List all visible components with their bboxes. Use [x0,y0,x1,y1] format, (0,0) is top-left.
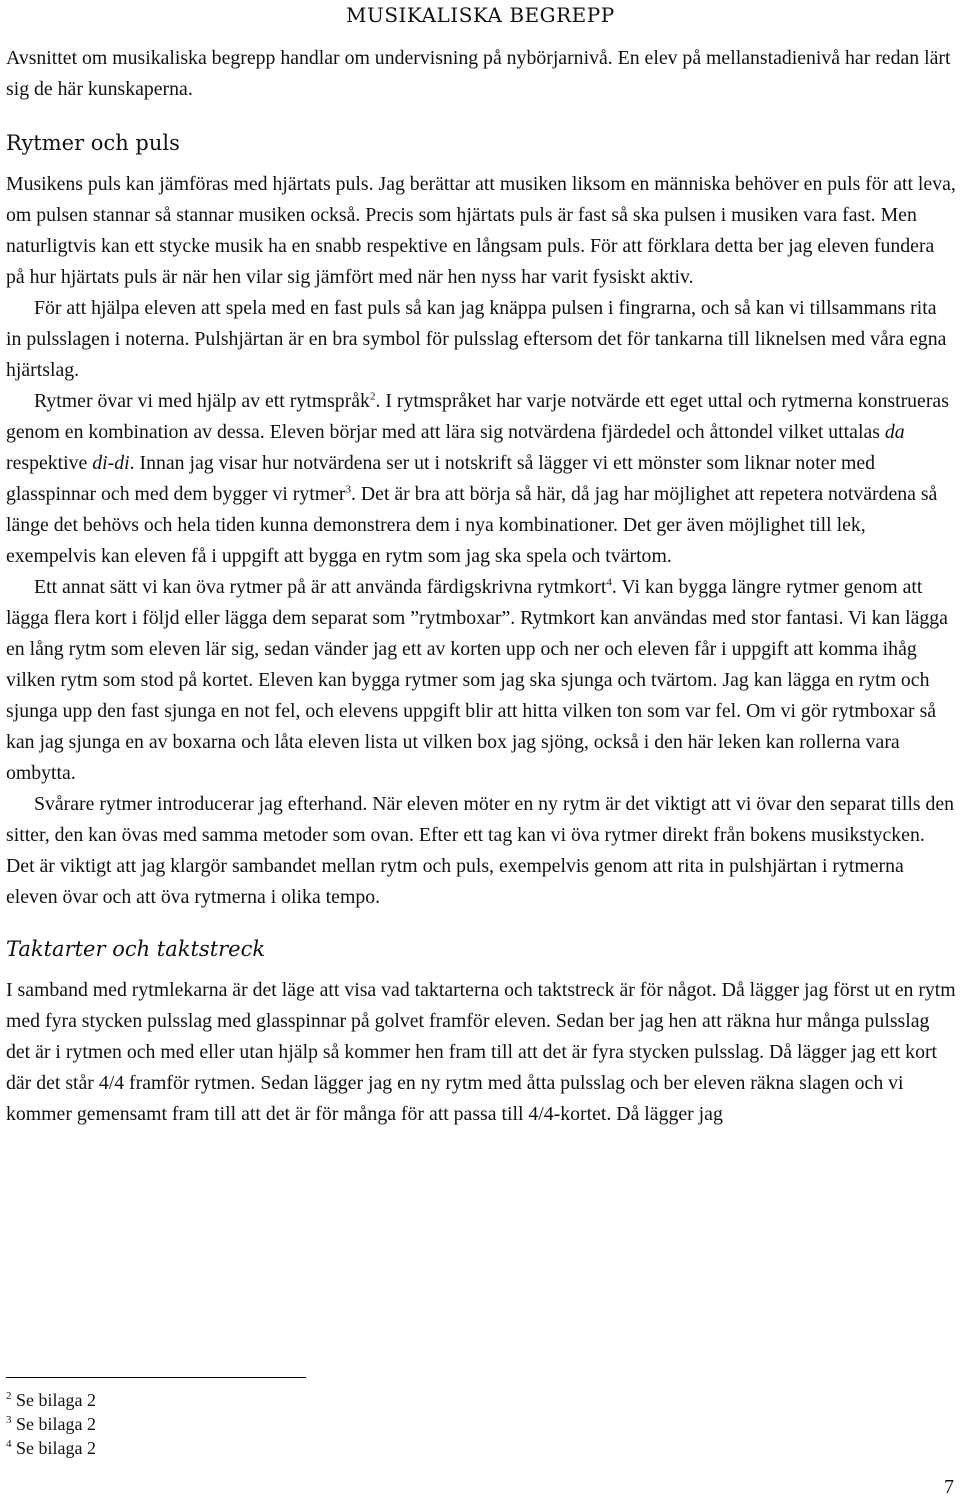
footnote-item: $^4$ Se bilaga 2 [6,1438,96,1458]
footnote-ref-2: 2 [369,390,376,403]
footnote-item: $^2$ Se bilaga 2 [6,1390,96,1410]
paragraph-time-signatures: I samband med rytmlekarna är det läge att visa vad taktarterna och taktstreck är för något. Då lägger jag först ut en rytm med fyra stycken pulsslag med glasspinnar på golvet framför eleven. Sedan ber jag hen att räkna hur många pulsslag det är i rytmen och med eller utan hjälp så kommer hen fram till att det är fyra stycken pulsslag. Då lägger jag ett kort där det står 4/4 framför rytmen. Sedan lägger jag en ny rytm med åtta pulsslag och ber eleven räkna slagen och vi kommer gemensamt fram till att det är för många för att passa till 4/4-kortet. Då lägger jag [6,979,956,1125]
page-number: 7 [944,1476,954,1498]
paragraph-harder-rhythms: Svårare rytmer introducerar jag efterhand. När eleven möter en ny rytm är det viktigt att vi övar den separat tills den sitter, den kan övas med samma metoder som ovan. Efter ett tag kan vi öva rytmer direkt från bokens musikstycken. Det är viktigt att jag klargör sambandet mellan rytm och puls, exempelvis genom att rita in pulshjärtan i rytmerna eleven övar och att öva rytmerna i olika tempo. [6,793,955,908]
paragraph-rhythm-language: Rytmer övar vi med hjälp av ett rytmspråk$^2$. I rytmspråket har varje notvärde ett eget uttal och rytmerna konstrueras genom en kombination av dessa. Eleven börjar med att lära sig notvärdena fjärdedel och åttondel vilket uttalas da respektive di-di. Innan jag visar hur notvärdena ser ut i notskrift så lägger vi ett mönster som liknar noter med glasspinnar och med dem bygger vi rytmer$^3$. Det är bra att börja så här, då jag har möjlighet att repetera notvärdena så länge det behövs och hela tiden kunna demonstrera dem i nya kombinationer. Det ger även möjlighet till lek, exempelvis kan eleven få i uppgift att bygga en rytm som jag ska spela och tvärtom. [6,390,949,567]
footnote-ref-4: 4 [606,576,612,589]
section-heading-rhythm: Rytmer och puls [6,131,180,155]
footnote-ref-3: 3 [345,483,351,496]
paragraph-pulse: Musikens puls kan jämföras med hjärtats puls. Jag berättar att musiken liksom en människa behöver en puls för att leva, om pulsen stannar så stannar musiken också. Precis som hjärtats puls är fast så ska pulsen i musiken vara fast. Men naturligtvis kan ett stycke musik ha en snabb respektive en långsam puls. För att förklara detta ber jag eleven fundera på hur hjärtats puls är när hen vilar sig jämfört med när hen nyss har varit fysiskt aktiv. [6,173,956,288]
footnote-divider [6,1377,306,1378]
footnote-item: $^3$ Se bilaga 2 [6,1414,96,1434]
section-heading-time-signatures: Taktarter och taktstreck [6,937,266,961]
running-header: MUSIKALISKA BEGREPP [346,3,615,27]
intro-paragraph: Avsnittet om musikaliska begrepp handlar om undervisning på nybörjarnivå. En elev på mellanstadienivå har redan lärt sig de här kunskaperna. [6,47,951,100]
paragraph-rhythm-cards: Ett annat sätt vi kan öva rytmer på är att använda färdigskrivna rytmkort$^4$. Vi kan bygga längre rytmer genom att lägga flera kort i följd eller lägga dem separat som ”rytmboxar”. Rytmkort kan användas med stor fantasi. Vi kan lägga en lång rytm som eleven lär sig, sedan vänder jag ett av korten upp och ner och eleven får i uppgift att komma ihåg vilken rytm som stod på kortet. Eleven kan bygga rytmer som jag ska sjunga och tvärtom. Jag kan lägga en rytm och sjunga upp den fast sjunga en not fel, och elevens uppgift blir att hitta vilken ton som var fel. Om vi gör rytmboxar så kan jag sjunga en av boxarna och låta eleven lista ut vilken box jag sjöng, också i den här leken kan rollerna vara ombytta. [6,576,948,784]
paragraph-steady-pulse: För att hjälpa eleven att spela med en fast puls så kan jag knäppa pulsen i fingrarna, och så kan vi tillsammans rita in pulsslagen i noterna. Pulshjärtan är en bra symbol för pulsslag eftersom det för tankarna till liknelsen med våra egna hjärtslag. [6,297,947,381]
page-content [6,0,956,1130]
footnotes [6,1388,96,1460]
